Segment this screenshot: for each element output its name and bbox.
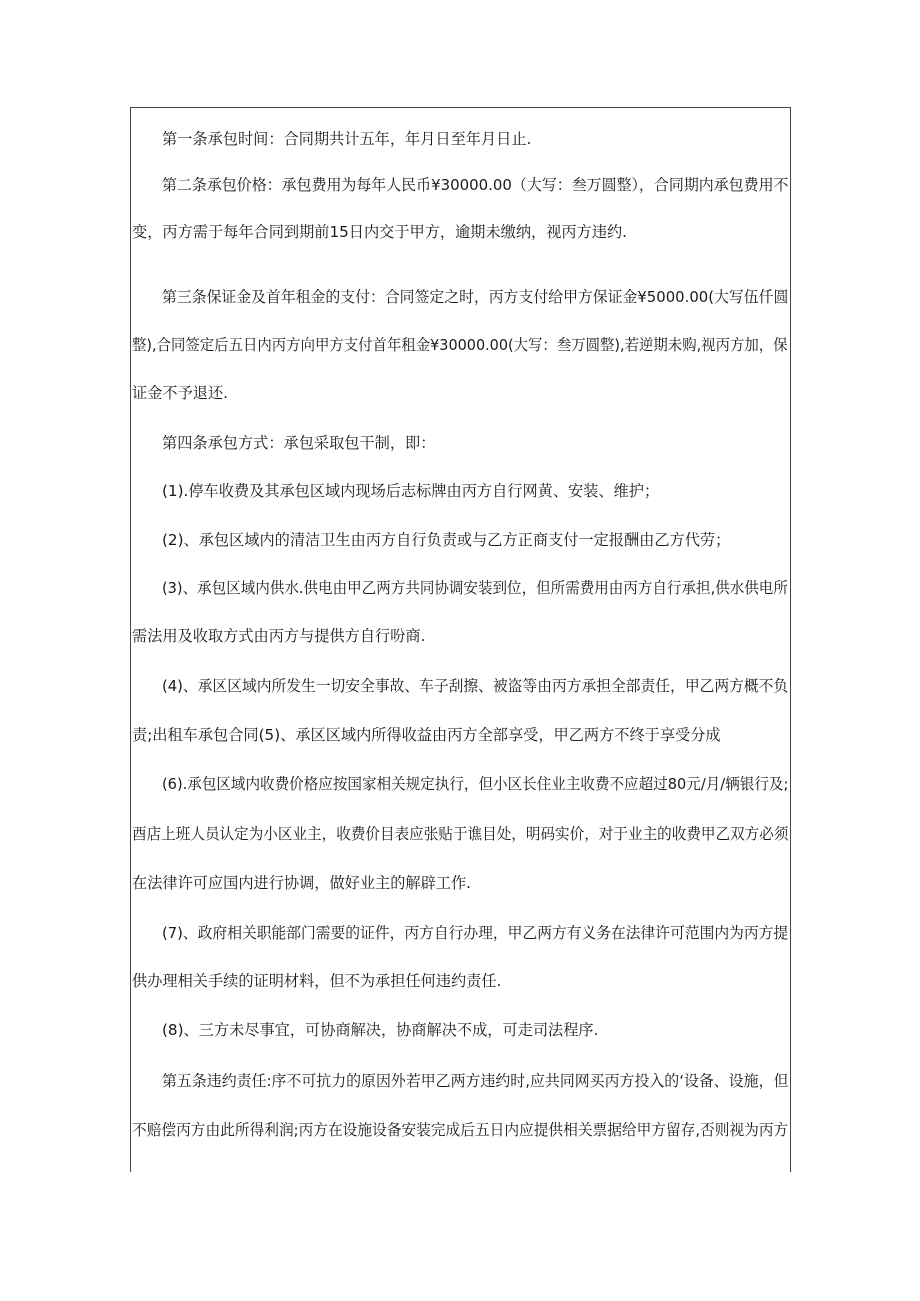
paragraph-line: 证金不予退还. (132, 384, 228, 402)
paragraph-line: (1).停车收费及其承包区域内现场后志标牌由丙方自行网黄、安装、维护； (162, 482, 660, 500)
paragraph-line: 在法律许可应国内进行协调，做好业主的解辟工作. (132, 874, 471, 892)
paragraph-line: (8)、三方未尽事宜，可协商解决，协商解决不成，可走司法程序. (162, 1021, 599, 1039)
paragraph-line: 第一条承包时间：合同期共计五年，年月日至年月日止. (162, 130, 532, 148)
paragraph-line: 第四条承包方式：承包采取包干制，即： (162, 434, 436, 452)
paragraph-line: 酉店上班人员认定为小区业主，收费价目表应张贴于谯目处，明码实价，对于业主的收费甲乙双方必须 (132, 825, 789, 843)
paragraph-line: (3)、承包区域内供水.供电由甲乙两方共同协调安装到位，但所需费用由丙方自行承担,供水供电所 (162, 579, 788, 597)
paragraph-line: 供办理相关手续的证明材料，但不为承担任何违约责任. (132, 972, 502, 990)
paragraph-line: 第三条保证金及首年租金的支付：合同签定之时，丙方支付给甲方保证金¥5000.00(大写伍仟圆 (162, 288, 789, 306)
paragraph-line: (2)、承包区域内的清洁卫生由丙方自行负责或与乙方正商支付一定报酬由乙方代劳； (162, 531, 731, 549)
paragraph-line: 整),合同签定后五日内丙方向甲方支付首年租金¥30000.00(大写：叁万圆整),若逆期未购,视丙方加，保 (132, 336, 788, 354)
paragraph-line: 不赔偿丙方由此所得利润;丙方在设施设备安装完成后五日内应提供相关票据给甲方留存,否则视为丙方 (132, 1121, 789, 1139)
paragraph-line: 责;出租车承包合同(5)、承区区域内所得收益由丙方全部享受，甲乙两方不终于享受分成 (132, 726, 721, 744)
paragraph-line: 需法用及收取方式由丙方与提供方自行吩商. (132, 627, 426, 645)
paragraph-line: 第二条承包价格：承包费用为每年人民币¥30000.00（大写：叁万圆整），合同期内承包费用不 (162, 176, 789, 194)
paragraph-line: (6).承包区域内收费价格应按国家相关规定执行，但小区长住业主收费不应超过80元/月/辆银行及; (162, 775, 789, 793)
paragraph-line: 变，丙方需于每年合同到期前15日内交于甲方，逾期未缴纳，视丙方违约. (132, 223, 627, 241)
paragraph-line: (4)、承区区域内所发生一切安全事故、车子刮擦、被盗等由丙方承担全部责任，甲乙两方概不负 (162, 677, 789, 695)
paragraph-line: 第五条违约责任:序不可抗力的原因外若甲乙两方违约时,应共同网买丙方投入的‘设备、设施，但 (162, 1072, 789, 1090)
paragraph-line: (7)、政府相关职能部门需要的证件，丙方自行办理，甲乙两方有义务在法律许可范围内为丙方提 (162, 924, 789, 942)
